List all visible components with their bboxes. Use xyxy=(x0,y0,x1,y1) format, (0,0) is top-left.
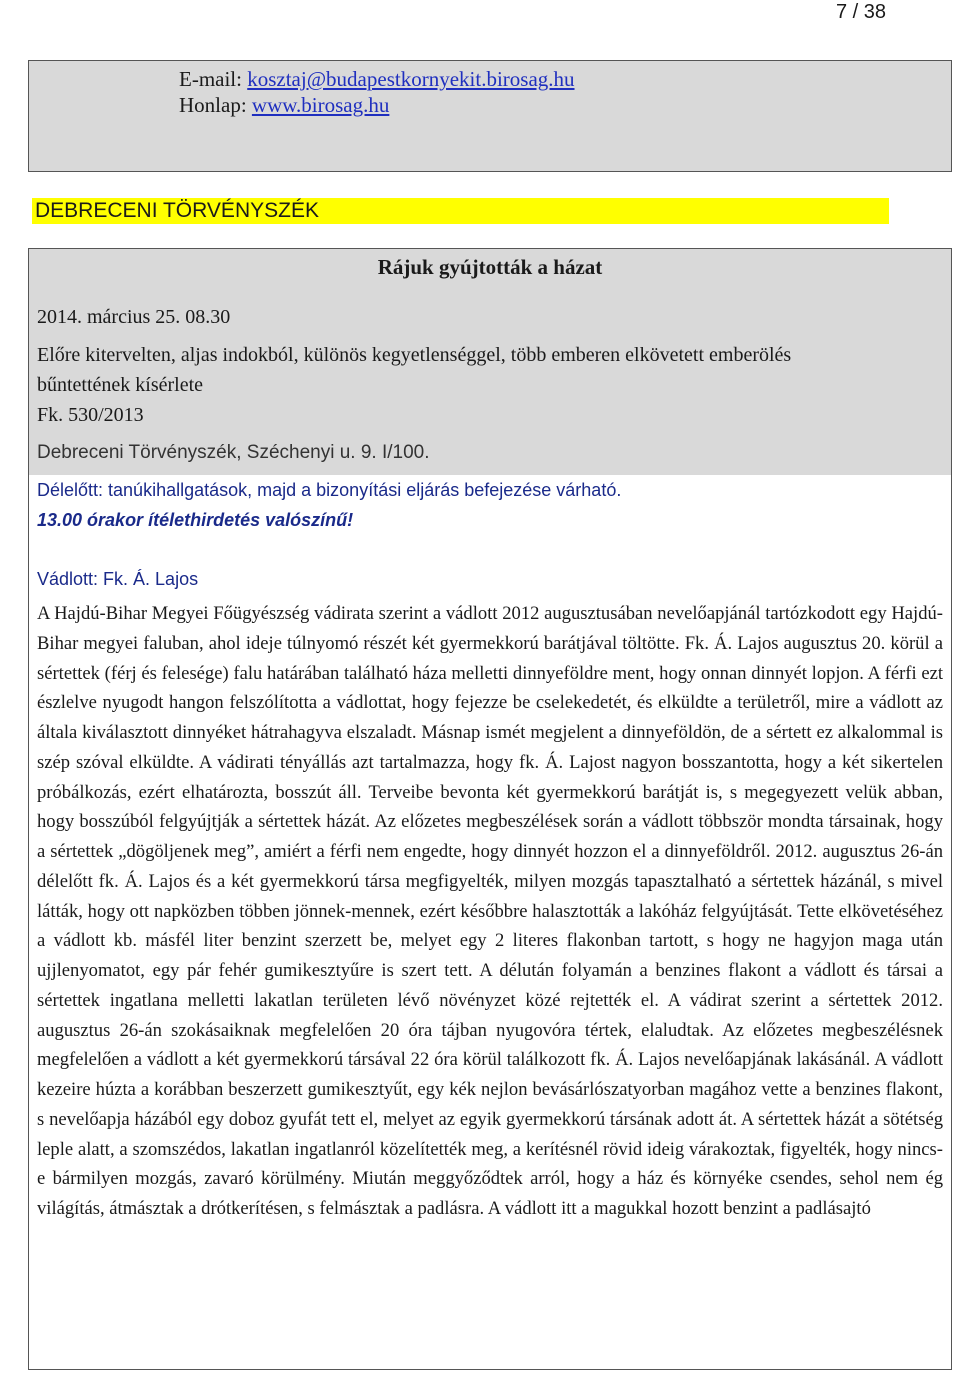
case-venue: Debreceni Törvényszék, Széchenyi u. 9. I/100. xyxy=(37,442,430,463)
case-charge-line2: bűntettének kísérlete xyxy=(37,374,204,396)
case-description: A Hajdú-Bihar Megyei Főügyészség vádirata szerint a vádlott 2012 augusztusában nevelőapjánál tartózkodott egy Hajdú-Bihar megyei faluban, ahol ideje túlnyomó részét két gyermekkorú barátjával töltötte. Fk. Á. Lajos augusztus 20. körül a sértettek (férj és felesége) falu határában található háza melletti dinnyeföldre ment, hogy onnan dinnyét lopjon. A férfi ezt észlelve nyugodt hangon felszólította a vádlottat, hogy fejezze be cselekedetét, és elküldte a területről, mire a vádlott az általa kiválasztott dinnyéket hátrahagyva elszaladt. Másnap ismét megjelent a dinnyeföldön, de a sértett ez alkalommal is szép szóval elküldte. A vádirati tényállás azt tartalmazza, hogy fk. Á. Lajost nagyon bosszantotta, hogy a két sikertelen próbálkozás, ezért elhatározta, bosszút áll. Terveibe bevonta két gyermekkorú barátját is, s megegyezett velük abban, hogy bosszúból felgyújtják a sértettek házát. Az előzetes megbeszélések során a vádlott többször mondta társainak, hogy a sértettek „dögöljenek meg”, amiért a férfi nem engedte, hogy dinnyét hozzon el a dinnyeföldről. 2012. augusztus 26-án délelőtt fk. Á. Lajos és a két gyermekkorú társa megfigyelték, milyen mozgás tapasztalható a sértettek házánál, s mivel látták, hogy ott napközben többen jönnek-mennek, ezért későbbre halasztották a lakóház felgyújtását. Tette elkövetéséhez a vádlott kb. másfél liter benzint szerzett be, melyet egy 2 literes flakonban tartott, s hogy ne hagyjon maga után ujjlenyomatot, egy pár fehér gumikesztyűre is szert tett. A délután folyamán a benzines flakont a vádlott és társai a sértettek ingatlana melletti lakatlan területen lévő növényzet közé rejtették el. A vádirat szerint a sértettek 2012. augusztus 26-án szokásaiknak megfelelően 20 óra tájban nyugovóra tértek, elaludtak. Az előzetes megbeszélésnek megfelelően a vádlott a két gyermekkorú társával 22 óra körül találkozott fk. Á. Lajos nevelőapjának lakásánál. A vádlott kezeire húzta a korábban beszerzett gumikesztyűt, egy kék nejlon bevásárlószatyorban magához vette a benzines flakont, s nevelőapja házából egy doboz gyufát tett el, melyet az egyik gyermekkorú társának adott át. A sértettek házát a sötétség leple alatt, a szomszédos, lakatlan ingatlanról közelítették meg, a kerítésnél rövid ideig várakoztak, figyelték, hogy nincs-e bármilyen mozgás, zavaró körülmény. Miután meggyőződtek arról, hogy a ház és környéke csendes, sehol nem ég világítás, átmásztak a drótkerítésen, s felmásztak a padlásra. A vádlott itt a magukkal hozott benzint a padlásajtó xyxy=(37,603,943,1219)
case-number: Fk. 530/2013 xyxy=(37,404,144,426)
case-datetime: 2014. március 25. 08.30 xyxy=(37,306,231,328)
email-line xyxy=(179,67,575,91)
defendant-line: Vádlott: Fk. Á. Lajos xyxy=(37,569,199,589)
website-line xyxy=(179,93,389,117)
contact-box xyxy=(28,60,952,172)
verdict-note: 13.00 órakor ítélethirdetés valószínű! xyxy=(37,510,354,530)
website-label: Honlap: xyxy=(179,93,247,117)
court-name-banner: DEBRECENI TÖRVÉNYSZÉK xyxy=(32,198,889,224)
case-charge-line1: Előre kitervelten, aljas indokból, különös kegyetlenséggel, több emberen elkövetett emberölés xyxy=(37,344,792,366)
case-title: Rájuk gyújtották a házat xyxy=(377,255,603,279)
email-label: E-mail: xyxy=(179,67,242,91)
details-box xyxy=(28,475,952,1370)
case-box xyxy=(28,248,952,476)
email-link[interactable]: kosztaj@budapestkornyekit.birosag.hu xyxy=(247,67,575,91)
schedule-note: Délelőtt: tanúkihallgatások, majd a bizonyítási eljárás befejezése várható. xyxy=(37,480,622,500)
website-link[interactable]: www.birosag.hu xyxy=(251,93,390,117)
page-number: 7 / 38 xyxy=(835,1,886,23)
